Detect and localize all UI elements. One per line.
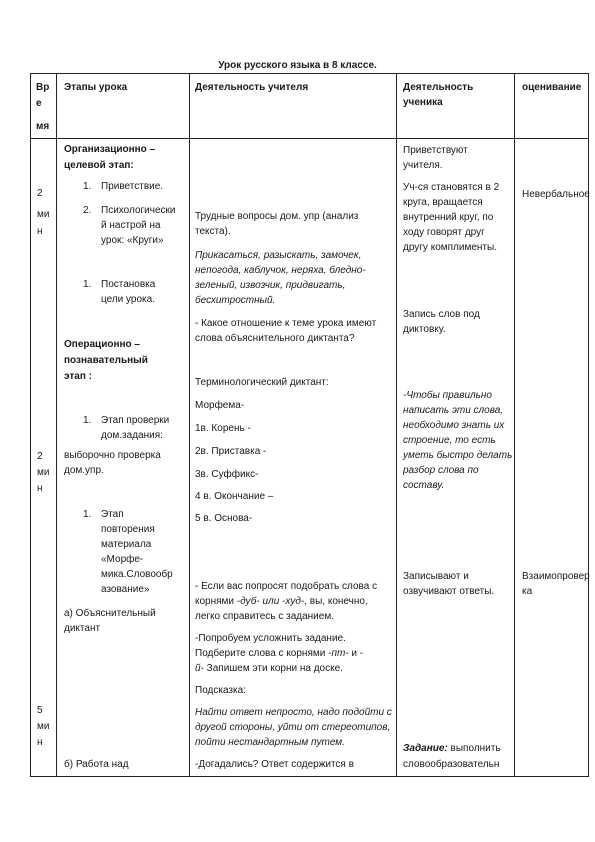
student-circles: Уч-ся становятся в 2 <box>403 182 500 193</box>
stage-item-goal: Постановка <box>101 279 156 290</box>
time-3-unit: н <box>37 737 43 748</box>
teacher-word-list: бесхитростный. <box>195 295 276 306</box>
stage-item-homework: Этап проверки <box>101 415 170 426</box>
list-number: 2. <box>83 205 92 216</box>
stage-item-goal: цели урока. <box>101 294 155 305</box>
student-write-answers: озвучивают ответы. <box>403 586 495 597</box>
teacher-hint: пойти нестандартным путем. <box>195 737 345 748</box>
header-stages: Этапы урока <box>64 82 128 93</box>
teacher-term: 2в. Приставка - <box>195 446 267 457</box>
header-divider <box>31 138 588 139</box>
column-divider <box>56 74 57 776</box>
student-answer: -Чтобы правильно <box>403 390 492 401</box>
student-circles: другу комплименты. <box>403 242 497 253</box>
student-circles: ходу говорят друг <box>403 227 485 238</box>
stage-item-review: повторения <box>101 524 155 535</box>
time-2-value: 2 <box>37 451 43 462</box>
student-circles: круга, вращается <box>403 197 483 208</box>
student-answer: строение, то есть <box>403 435 496 446</box>
time-3-unit: ми <box>37 721 50 732</box>
student-dictation: диктовку. <box>403 324 446 335</box>
lesson-table <box>30 73 589 777</box>
student-answer: написать эти слова, <box>403 405 504 416</box>
teacher-hint: другой стороны, уйти от стереотипов, <box>195 722 391 733</box>
stage-op-title: познавательный <box>64 355 148 366</box>
stage-org-title: целевой этап: <box>64 160 134 171</box>
stage-item-review: мика.Словообр <box>101 569 173 580</box>
stage-op-title: этап : <box>64 371 92 382</box>
stage-selective-check: дом.упр. <box>64 465 104 476</box>
column-divider <box>514 74 515 776</box>
student-answer: необходимо знать их <box>403 420 505 431</box>
stage-item-mood: Психологически <box>101 205 176 216</box>
time-1-unit: н <box>37 226 43 237</box>
teacher-harder-task: -Попробуем усложнить задание. <box>195 633 346 644</box>
stage-item-mood: урок: «Круги» <box>101 235 164 246</box>
header-student-2: ученика <box>403 97 443 108</box>
teacher-hint-label: Подсказка: <box>195 685 246 696</box>
stage-item-review: азование» <box>101 584 150 595</box>
stage-explanatory-dictation: диктант <box>64 623 101 634</box>
teacher-word-list: непогода, каблучок, неряха, бледно- <box>195 265 366 276</box>
teacher-homework-questions: текста). <box>195 226 231 237</box>
column-divider <box>396 74 397 776</box>
document-title: Урок русского языка в 8 классе. <box>218 60 377 71</box>
teacher-hint: Найти ответ непросто, надо подойти с <box>195 707 392 718</box>
column-divider <box>189 74 190 776</box>
header-time-3: мя <box>36 121 50 132</box>
time-3-value: 5 <box>37 705 43 716</box>
list-number: 1. <box>83 279 92 290</box>
header-time-1: Вр <box>36 82 50 93</box>
teacher-term: 1в. Корень - <box>195 423 251 434</box>
teacher-terminology-dictation: Терминологический диктант: <box>195 377 329 388</box>
teacher-roots-task: корнями -дуб- или -худ-, вы, конечно, <box>195 596 368 607</box>
time-2-unit: н <box>37 483 43 494</box>
student-answer: составу. <box>403 480 445 491</box>
time-1-unit: ми <box>37 209 50 220</box>
teacher-term: Морфема- <box>195 400 245 411</box>
stage-explanatory-dictation: а) Объяснительный <box>64 608 156 619</box>
student-answer: разбор слова по <box>403 465 479 476</box>
student-task: словообразовательн <box>403 759 500 770</box>
stage-item-review: Этап <box>101 509 124 520</box>
header-teacher: Деятельность учителя <box>195 82 309 93</box>
stage-org-title: Организационно – <box>64 144 156 155</box>
teacher-roots-task: - Если вас попросят подобрать слова с <box>195 581 378 592</box>
stage-selective-check: выборочно проверка <box>64 450 161 461</box>
student-dictation: Запись слов под <box>403 309 480 320</box>
stage-work-on: б) Работа над <box>64 759 129 770</box>
grading-peer-review: ка <box>522 586 533 597</box>
header-student-1: Деятельность <box>403 82 474 93</box>
list-number: 1. <box>83 415 92 426</box>
teacher-homework-questions: Трудные вопросы дом. упр (анализ <box>195 211 359 222</box>
list-number: 1. <box>83 509 92 520</box>
student-write-answers: Записывают и <box>403 571 469 582</box>
stage-item-review: «Морфе- <box>101 554 144 565</box>
teacher-harder-task: Подберите слова с корнями -пт- и - <box>195 648 364 659</box>
header-time-2: е <box>36 98 42 109</box>
student-answer: уметь быстро делать <box>403 450 513 461</box>
student-greeting: учителя. <box>403 160 443 171</box>
time-1-value: 2 <box>37 188 43 199</box>
teacher-term: 3в. Суффикс- <box>195 469 259 480</box>
teacher-question: слова объяснительного диктанта? <box>195 333 355 344</box>
student-greeting: Приветствуют <box>403 145 468 156</box>
teacher-guess: -Догадались? Ответ содержится в <box>195 759 354 770</box>
teacher-term: 4 в. Окончание – <box>195 491 274 502</box>
time-2-unit: ми <box>37 467 50 478</box>
stage-item-greeting: Приветствие. <box>101 181 164 192</box>
grading-nonverbal: Невербальное <box>522 189 590 200</box>
list-number: 1. <box>83 181 92 192</box>
stage-item-review: материала <box>101 539 152 550</box>
stage-op-title: Операционно – <box>64 339 140 350</box>
header-grading: оценивание <box>522 82 582 93</box>
teacher-question: - Какое отношение к теме урока имеют <box>195 318 377 329</box>
teacher-term: 5 в. Основа- <box>195 513 253 524</box>
grading-peer-review: Взаимопровер <box>522 571 590 582</box>
teacher-harder-task: й- Запишем эти корни на доске. <box>195 663 343 674</box>
teacher-word-list: Прикасаться, разыскать, замочек, <box>195 250 362 261</box>
student-circles: внутренний круг, по <box>403 212 494 223</box>
teacher-word-list: зеленый, извозчик, придвигать, <box>195 280 346 291</box>
stage-item-mood: й настрой на <box>101 220 161 231</box>
teacher-roots-task: легко справитесь с заданием. <box>195 611 334 622</box>
stage-item-homework: дом.задания: <box>101 430 163 441</box>
student-task: Задание: выполнить <box>403 743 501 754</box>
